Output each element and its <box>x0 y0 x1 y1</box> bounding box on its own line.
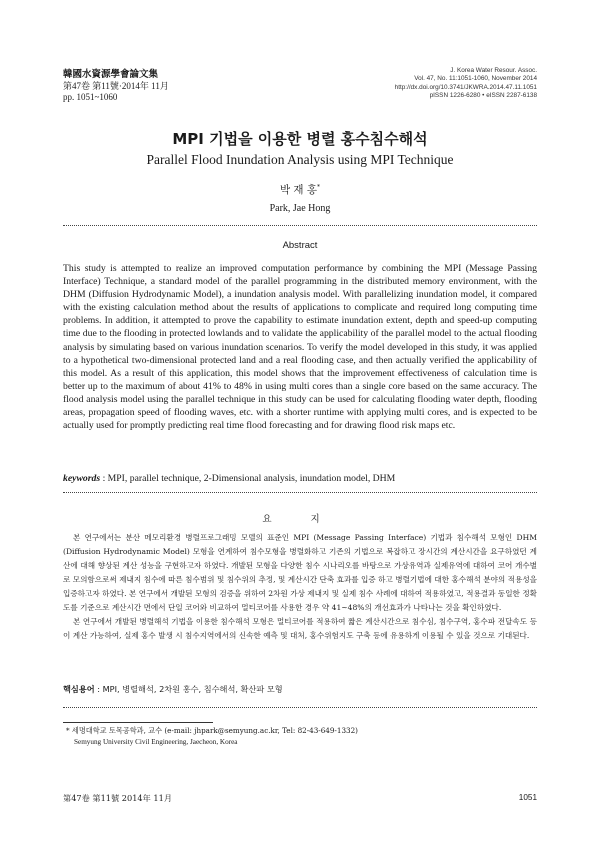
author-ko <box>0 182 600 197</box>
korean-abstract-paragraph: 본 연구에서는 분산 메모리환경 병렬프로그래밍 모델의 표준인 MPI (Message Passing Interface) 기법과 침수해석 모형인 DHM (Diffusion Hydrodynamic Model) 모형을 연계하여 침수모형을 병렬화하고 기존의 기법으로 복잡하고 장시간의 계산시간을 요구하였던 계산에 대해 향상된 계산 성능을 구현하고자 하였다. 개발된 모형을 다양한 침수 시나리오를 바탕으로 가상유역과 실제유역에 대하여 코어 개수별로 모의함으로써 제내지 침수에 따른 침수범위 및 침수위의 추정, 및 계산시간 단축 효과를 입증 하고 병렬기법에 대한 홍수해석 분야의 적용성을 입증하고자 하였다. 본 연구에서 개발된 모형의 검증을 위하여 2차원 가상 제내지 및 실제 침수 사례에 대하여 적용하였고, 적용결과 동일한 정확도를 기준으로 계산시간 면에서 단일 코어와 비교하여 멀티코어를 사용한 경우 약 41~48%의 개선효과가 나타나는 것을 확인하였다. <box>63 533 537 612</box>
paper-title-ko: MPI 기법을 이용한 병렬 홍수침수해석 <box>172 130 428 148</box>
footnote-affiliation-en: Semyung University Civil Engineering, Jaecheon, Korea <box>74 737 238 746</box>
doi-link[interactable]: http://dx.doi.org/10.3741/JKWRA.2014.47.11.1051 <box>394 83 537 91</box>
abstract-text: This study is attempted to realize an improved computation performance by combining the MPI (Message Passing Interface) Technique, a standard model of the parallel programming in the distributed memory environment, with the DHM (Diffusion Hydrodynamic Model), a inundation analysis model. With parallelizing inundation model, it compared with the existing calculation method about the results of applications to complicate and required long computing time problems. In addition, it attempted to prove the capability to estimate inundation extent, depth and speed-up computing time due to the flooding in protected lowlands and to validate the applicability of the parallel model to the actual flooding analysis by simulating based on various inundation scenarios. To verify the model developed in this study, it was applied to a hypothetical two-dimensional protected land and a real flooding case, and then actually verified the applicability of this model. As a result of this application, this model shows that the improvement effectiveness of calculation time is better up to the maximum of about 41% to 48% in using multi cores than a single core based on the same accuracy. The flood analysis model using the parallel technique in this study can be used for calculating flooding water depth, flooding areas, propagation speed of flooding waves, etc. with a shorter runtime with applying multi cores, and is expected to be actually used for promptly predicting real time flood forecasting and for drawing flood risk maps etc. <box>63 263 537 432</box>
korean-abstract-heading: 요 지 <box>262 514 338 525</box>
divider <box>63 225 537 226</box>
issn: pISSN 1226-6280 • eISSN 2287-6138 <box>429 91 537 99</box>
footer-issue: 第47卷 第11號 2014年 11月 <box>63 793 173 803</box>
footnote-rule <box>63 722 213 723</box>
journal-header-right <box>395 67 537 100</box>
korean-abstract <box>63 531 537 643</box>
divider <box>63 707 537 708</box>
journal-name-ko: 韓國水資源學會論文集 <box>63 70 159 80</box>
korean-abstract-paragraph: 본 연구에서 개발된 병렬해석 기법을 이용한 침수해석 모형은 멀티코어를 적용하여 짧은 계산시간으로 침수심, 침수구역, 홍수파 전달속도 등이 계산 가능하여, 실제 홍수 발생 시 침수지역에서의 신속한 예측 및 대처, 홍수위험지도 구축 등에 유용하게 이용될 수 있을 것으로 기대된다. <box>63 617 537 640</box>
keywords-ko-line <box>63 684 283 695</box>
keywords-ko-values: : MPI, 병렬해석, 2차원 홍수, 침수해석, 확산파 모형 <box>94 684 283 694</box>
author-affiliation-mark: * <box>317 183 321 191</box>
journal-name-en: J. Korea Water Resour. Assoc. <box>450 67 537 74</box>
volume-ko: 第47卷 第11號·2014年 11月 <box>63 81 169 91</box>
footnote-affiliation-ko: * 세명대학교 토목공학과, 교수 (e-mail: jhpark@semyung.ac.kr, Tel: 82-43-649-1332) <box>66 726 358 735</box>
paper-title-en: Parallel Flood Inundation Analysis using MPI Technique <box>146 152 454 167</box>
keywords-line <box>63 473 537 484</box>
volume-en: Vol. 47, No. 11:1051-1060, November 2014 <box>414 75 537 83</box>
page-range: pp. 1051~1060 <box>63 92 118 102</box>
keywords-values: : MPI, parallel technique, 2-Dimensional analysis, inundation model, DHM <box>102 473 396 484</box>
author-name-ko: 박 재 홍 <box>279 184 318 196</box>
journal-header-left <box>63 70 169 103</box>
footnote <box>66 726 358 747</box>
divider <box>63 492 537 493</box>
abstract-heading: Abstract <box>282 240 318 251</box>
page-number: 1051 <box>518 793 537 802</box>
author-en: Park, Jae Hong <box>269 203 331 214</box>
keywords-ko-label: 핵심용어 <box>63 684 95 694</box>
keywords-label: keywords <box>63 473 101 484</box>
